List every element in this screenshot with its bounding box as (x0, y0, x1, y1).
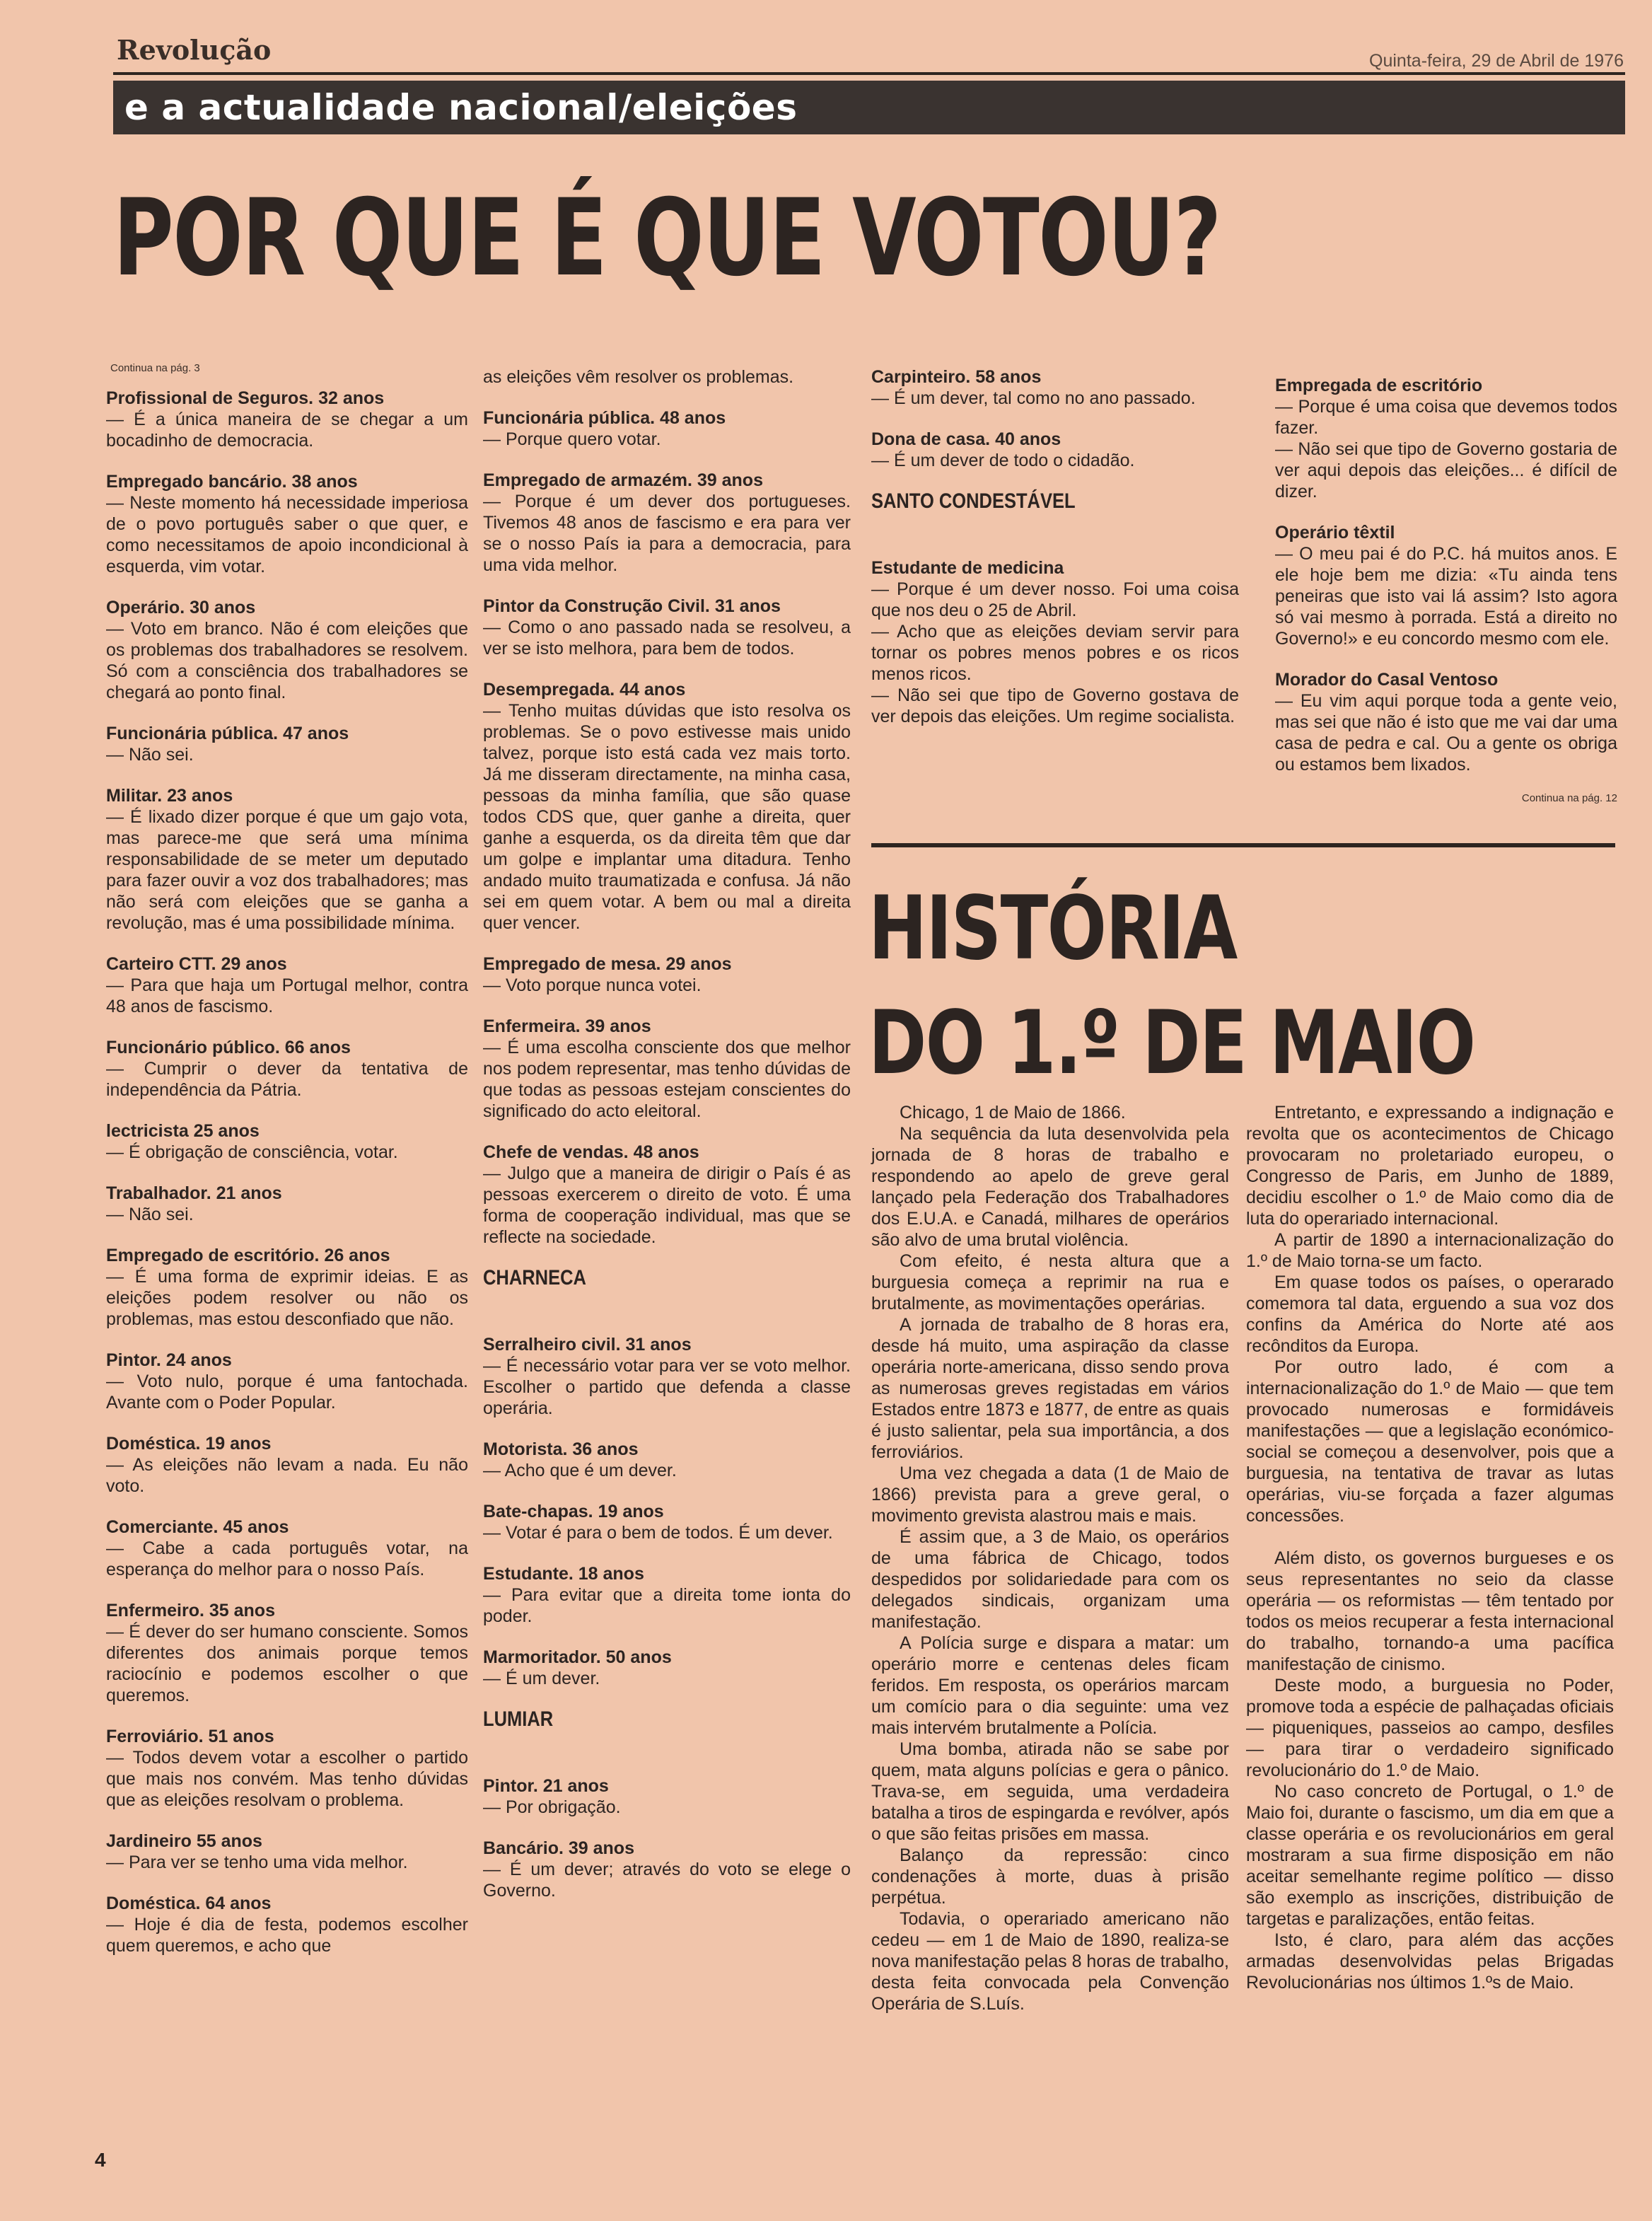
interview-entry (483, 1563, 851, 1627)
continued-from: Continua na pág. 3 (110, 362, 200, 374)
respondent-answer: — Porque quero votar. (483, 429, 851, 450)
story-paragraph: Uma vez chegada a data (1 de Maio de 1866) prevista para a greve geral, o movimento grevista alastrou mais e mais. (871, 1463, 1229, 1526)
story-paragraph: Em quase todos os países, o operarado comemora tal data, erguendo a sua voz dos confins da América do Norte até aos recônditos da Europa. (1246, 1272, 1614, 1356)
respondent-name: Chefe de vendas. 48 anos (483, 1142, 699, 1162)
respondent-answer: — É um dever de todo o cidadão. (871, 450, 1239, 471)
column-4 (1275, 375, 1617, 809)
story-headline (868, 871, 1474, 1101)
interview-entry (106, 723, 468, 765)
respondent-name: Empregado bancário. 38 anos (106, 472, 358, 492)
respondent-answer: — É lixado dizer porque é que um gajo vota, mas parece-me que será uma mínima responsabilidade de se meter um deputado para fazer ouvir a voz dos trabalhadores; mas não será com eleições que se ganha a revolução, mas é uma possibilidade mínima. (106, 806, 468, 934)
respondent-answer: — Cumprir o dever da tentativa de independência da Pátria. (106, 1058, 468, 1101)
respondent-answer: — É dever do ser humano consciente. Somos diferentes dos animais porque temos raciocínio e podemos escolher o que queremos. (106, 1621, 468, 1706)
respondent-answer: — Todos devem votar a escolher o partido que mais nos convém. Mas tenho dúvidas que as eleições resolvam o problema. (106, 1747, 468, 1811)
respondent-name: Operário têxtil (1275, 523, 1395, 543)
column-2 (483, 366, 851, 1921)
respondent-name: Funcionária pública. 47 anos (106, 724, 349, 743)
respondent-name: Empregado de escritório. 26 anos (106, 1246, 390, 1265)
respondent-answer: — Neste momento há necessidade imperiosa de o povo português saber o que quer, e como necessitamos de apoio incondicional à esquerda, vim votar. (106, 492, 468, 577)
interview-entry (106, 1120, 468, 1163)
interview-entry (106, 785, 468, 934)
story-paragraph: Entretanto, e expressando a indignação e revolta que os acontecimentos de Chicago provocaram no proletariado europeu, o Congresso de Paris, em Junho de 1889, decidiu escolher o 1.º de Maio como dia de luta do operariado internacional. (1246, 1103, 1614, 1229)
interview-entry (106, 1600, 468, 1706)
interview-entry (483, 1334, 851, 1419)
interview-entry (106, 1183, 468, 1225)
locality-heading: SANTO CONDESTÁVEL (871, 489, 1076, 513)
respondent-name: Enfermeira. 39 anos (483, 1016, 651, 1036)
respondent-answer: — Porque é uma coisa que devemos todos fazer. (1275, 396, 1617, 439)
interview-entry (483, 953, 851, 996)
respondent-name: Marmoritador. 50 anos (483, 1647, 672, 1667)
story-paragraph: Isto, é claro, para além das acções armadas desenvolvidas pelas Brigadas Revolucionárias nos últimos 1.ºs de Maio. (1246, 1930, 1614, 1993)
respondent-answer: — Tenho muitas dúvidas que isto resolva os problemas. Se o povo estivesse mais unido talvez, porque isto está cada vez mais torto. Já me disseram directamente, na minha casa, pessoas da minha família, que são quase todos CDS que, quer ganhe a direita, quer ganhe a esquerda, os da direita têm que dar um golpe e implantar uma ditadura. Tenho andado muito traumatizada e confusa. Já não sei em quem votar. A bem ou mal a direita quer vencer. (483, 700, 851, 934)
story-paragraph: Balanço da repressão: cinco condenações à morte, duas à prisão perpétua. (871, 1845, 1229, 1908)
interview-entry (483, 596, 851, 659)
respondent-name: Pintor. 24 anos (106, 1350, 232, 1370)
respondent-name: Trabalhador. 21 anos (106, 1183, 282, 1203)
respondent-answer: — Hoje é dia de festa, podemos escolher quem queremos, e acho que (106, 1914, 468, 1956)
locality-heading: CHARNECA (483, 1266, 586, 1289)
interview-entry (871, 557, 1239, 727)
issue-date: Quinta-feira, 29 de Abril de 1976 (1369, 51, 1624, 71)
interview-entry (106, 388, 468, 451)
story-paragraph: A jornada de trabalho de 8 horas era, desde há muito, uma aspiração da classe operária norte-americana, disso sendo prova as numerosas greves registadas em vários Estados entre 1873 e 1877, de entre as quais é justo salientar, pela sua importância, a dos ferroviários. (871, 1315, 1229, 1462)
main-headline: POR QUE É QUE VOTOU? (113, 177, 1221, 300)
respondent-answer: — Porque é um dever nosso. Foi uma coisa que nos deu o 25 de Abril. (871, 579, 1239, 621)
interview-entry (106, 1893, 468, 1956)
respondent-answer: — Voto porque nunca votei. (483, 975, 851, 996)
respondent-answer: — Julgo que a maneira de dirigir o País é as pessoas exercerem o direito de voto. É uma forma de cooperação individual, mas que se reflecte na sociedade. (483, 1163, 851, 1248)
respondent-name: lectricista 25 anos (106, 1121, 260, 1141)
interview-entry (483, 1016, 851, 1122)
interview-entry (1275, 669, 1617, 775)
respondent-name: Jardineiro 55 anos (106, 1831, 262, 1851)
respondent-answer: — É uma forma de exprimir ideias. E as eleições podem resolver ou não os problemas, mas estou desconfiado que não. (106, 1266, 468, 1330)
respondent-answer: — É um dever, tal como no ano passado. (871, 388, 1239, 409)
respondent-name: Funcionário público. 66 anos (106, 1038, 351, 1057)
interview-entry (106, 1831, 468, 1873)
interview-entry (106, 471, 468, 577)
respondent-name: Bancário. 39 anos (483, 1838, 634, 1858)
column-1 (106, 388, 468, 1976)
interview-entry (1275, 522, 1617, 649)
interview-entry (483, 1439, 851, 1481)
respondent-answer: — Para evitar que a direita tome ionta do poder. (483, 1584, 851, 1627)
respondent-name: Motorista. 36 anos (483, 1439, 639, 1459)
respondent-name: Dona de casa. 40 anos (871, 429, 1061, 449)
story-column-left (871, 1102, 1229, 2014)
respondent-answer: — É a única maneira de se chegar a um bocadinho de democracia. (106, 409, 468, 451)
respondent-answer: — Para ver se tenho uma vida melhor. (106, 1852, 468, 1873)
interview-entry (1275, 375, 1617, 502)
story-paragraph: A Polícia surge e dispara a matar: um operário morre e centenas deles ficam feridos. Em resposta, os operários marcam um comício para o dia seguinte: uma vez mais intervém brutalmente a Polícia. (871, 1633, 1229, 1738)
respondent-name: Doméstica. 64 anos (106, 1894, 272, 1913)
respondent-name: Serralheiro civil. 31 anos (483, 1335, 692, 1355)
respondent-answer: — Para que haja um Portugal melhor, contra 48 anos de fascismo. (106, 975, 468, 1017)
respondent-name: Operário. 30 anos (106, 598, 256, 617)
interview-entry (483, 1501, 851, 1543)
story-paragraph: Todavia, o operariado americano não cedeu — em 1 de Maio de 1890, realiza-se nova manifestação pelas 8 horas de trabalho, desta feita convocada pela Convenção Operária de S.Luís. (871, 1909, 1229, 2014)
respondent-answer: — Eu vim aqui porque toda a gente veio, mas sei que não é isto que me vai dar uma casa de pedra e cal. Ou a gente os obriga ou estamos bem lixados. (1275, 690, 1617, 775)
respondent-answer: — É obrigação de consciência, votar. (106, 1142, 468, 1163)
respondent-answer: — Votar é para o bem de todos. É um dever. (483, 1522, 851, 1543)
interview-entry (483, 407, 851, 450)
story-paragraph: Por outro lado, é com a internacionalização do 1.º de Maio — que tem provocado numerosas e formidáveis manifestações — que a legislação económico-social se começou a desenvolver, pois que a burguesia, na tentativa de travar as lutas operárias, viu-se forçada a fazer algumas concessões. (1246, 1357, 1614, 1526)
section-divider (871, 843, 1615, 847)
continued-answer (483, 366, 851, 388)
respondent-answer: — Por obrigação. (483, 1797, 851, 1818)
respondent-name: Estudante de medicina (871, 558, 1064, 578)
interview-entry (106, 1517, 468, 1580)
respondent-answer: — É necessário votar para ver se voto melhor. Escolher o partido que defenda a classe operária. (483, 1355, 851, 1419)
interview-entry (106, 1245, 468, 1330)
respondent-answer: — É um dever. (483, 1668, 851, 1689)
respondent-name: Profissional de Seguros. 32 anos (106, 388, 385, 408)
respondent-answer: — É um dever; através do voto se elege o Governo. (483, 1859, 851, 1901)
respondent-name: Carpinteiro. 58 anos (871, 367, 1042, 387)
interview-entry (871, 429, 1239, 471)
respondent-answer: — Acho que é um dever. (483, 1460, 851, 1481)
respondent-name: Funcionária pública. 48 anos (483, 408, 726, 428)
respondent-name: Empregado de armazém. 39 anos (483, 470, 763, 490)
section-banner (113, 81, 1625, 134)
respondent-name: Desempregada. 44 anos (483, 680, 686, 700)
interview-entry (871, 366, 1239, 409)
page-number: 4 (95, 2149, 106, 2171)
respondent-name: Pintor. 21 anos (483, 1776, 609, 1796)
respondent-answer: — Voto em branco. Não é com eleições que os problemas dos trabalhadores se resolvem. Só com a consciência dos trabalhadores se chegará ao ponto final. (106, 618, 468, 703)
story-paragraph: A partir de 1890 a internacionalização do 1.º de Maio torna-se um facto. (1246, 1230, 1614, 1271)
respondent-answer: — Voto nulo, porque é uma fantochada. Avante com o Poder Popular. (106, 1371, 468, 1413)
story-headline-line1: HISTÓRIA (868, 878, 1237, 980)
respondent-answer: — Não sei. (106, 744, 468, 765)
respondent-answer: — Cabe a cada português votar, na esperança do melhor para o nosso País. (106, 1538, 468, 1580)
interview-entry (483, 1647, 851, 1689)
respondent-answer: — Não sei que tipo de Governo gostaria de ver aqui depois das eleições... é difícil de dizer. (1275, 439, 1617, 502)
respondent-name: Estudante. 18 anos (483, 1564, 644, 1584)
respondent-answer: — Acho que as eleições deviam servir para tornar os pobres menos pobres e os ricos menos ricos. (871, 621, 1239, 685)
masthead: Revolução (117, 34, 272, 66)
respondent-answer: — As eleições não levam a nada. Eu não voto. (106, 1454, 468, 1497)
story-paragraph: Na sequência da luta desenvolvida pela jornada de 8 horas de trabalho e respondendo ao apelo de greve geral lançado pela Federação dos Trabalhadores dos E.U.A. e Canadá, milhares de operários são alvo de uma brutal violência. (871, 1124, 1229, 1250)
respondent-answer: — É uma escolha consciente dos que melhor nos podem representar, mas tenho dúvidas de que todas as pessoas estejam conscientes do significado do acto eleitoral. (483, 1037, 851, 1122)
respondent-answer: — Não sei que tipo de Governo gostava de ver depois das eleições. Um regime socialista. (871, 685, 1239, 727)
respondent-answer: as eleições vêm resolver os problemas. (483, 367, 794, 387)
interview-entry (483, 1142, 851, 1248)
story-paragraph: Além disto, os governos burgueses e os seus representantes no seio da classe operária — os reformistas — têm tentado por todos os meios recuperar a festa internacional do trabalho, tornando-a uma pacífica manifestação de cinismo. (1246, 1548, 1614, 1674)
respondent-name: Enfermeiro. 35 anos (106, 1601, 275, 1620)
interview-entry (483, 470, 851, 576)
paragraph-gap (1246, 1526, 1614, 1548)
respondent-answer: — Porque é um dever dos portugueses. Tivemos 48 anos de fascismo e era para ver se o nosso País ia para a democracia, para uma vida melhor. (483, 491, 851, 576)
respondent-name: Empregada de escritório (1275, 376, 1483, 395)
interview-entry (483, 679, 851, 934)
continued-to: Continua na pág. 12 (1521, 792, 1617, 804)
respondent-answer: — Não sei. (106, 1204, 468, 1225)
respondent-answer: — Como o ano passado nada se resolveu, a ver se isto melhora, para bem de todos. (483, 617, 851, 659)
interview-entry (106, 953, 468, 1017)
respondent-name: Empregado de mesa. 29 anos (483, 954, 732, 974)
story-paragraph: No caso concreto de Portugal, o 1.º de Maio foi, durante o fascismo, um dia em que a classe operária e os revolucionários em geral mostraram a sua firme disposição em não aceitar semelhante regime político — disso são exemplo as inscrições, distribuição de targetas e paralizações, então feitas. (1246, 1782, 1614, 1929)
respondent-name: Morador do Casal Ventoso (1275, 670, 1499, 690)
interview-entry (483, 1775, 851, 1818)
respondent-name: Militar. 23 anos (106, 786, 233, 806)
respondent-name: Pintor da Construção Civil. 31 anos (483, 596, 781, 616)
section-title: e a actualidade nacional/eleições (124, 87, 798, 128)
interview-entry (106, 597, 468, 703)
respondent-name: Ferroviário. 51 anos (106, 1727, 274, 1746)
story-paragraph: Uma bomba, atirada não se sabe por quem, mata alguns polícias e gera o pânico. Trava-se, em seguida, uma verdadeira batalha a tiros de espingarda e revólver, após o que são feitas prisões em massa. (871, 1739, 1229, 1844)
respondent-name: Bate-chapas. 19 anos (483, 1502, 664, 1521)
story-paragraph: É assim que, a 3 de Maio, os operários de uma fábrica de Chicago, todos despedidos por solidariedade para com os delegados sindicais, organizam uma manifestação. (871, 1527, 1229, 1632)
story-column-right (1246, 1102, 1614, 1993)
top-rule (113, 72, 1625, 75)
story-paragraph: Chicago, 1 de Maio de 1866. (900, 1103, 1126, 1123)
interview-entry (106, 1433, 468, 1497)
interview-entry (483, 1838, 851, 1901)
story-paragraph: Com efeito, é nesta altura que a burguesia começa a reprimir na rua e brutalmente, as movimentações operárias. (871, 1251, 1229, 1314)
respondent-name: Carteiro CTT. 29 anos (106, 954, 287, 974)
respondent-answer: — O meu pai é do P.C. há muitos anos. E ele hoje bem me dizia: «Tu ainda tens peneiras que isto vai lá assim? Isto agora só vai mesmo à porrada. Está a direito no Governo!» e eu concordo mesmo com ele. (1275, 543, 1617, 649)
locality-heading: LUMIAR (483, 1707, 554, 1731)
interview-entry (106, 1350, 468, 1413)
respondent-name: Doméstica. 19 anos (106, 1434, 272, 1454)
story-paragraph: Deste modo, a burguesia no Poder, promove toda a espécie de palhaçadas oficiais — piqueniques, passeios ao campo, desfiles — para tirar o verdadeiro significado revolucionário do 1.º de Maio. (1246, 1676, 1614, 1780)
column-3 (871, 366, 1239, 747)
respondent-name: Comerciante. 45 anos (106, 1517, 289, 1537)
story-headline-line2: DO 1.º DE MAIO (868, 992, 1475, 1094)
interview-entry (106, 1726, 468, 1811)
interview-entry (106, 1037, 468, 1101)
